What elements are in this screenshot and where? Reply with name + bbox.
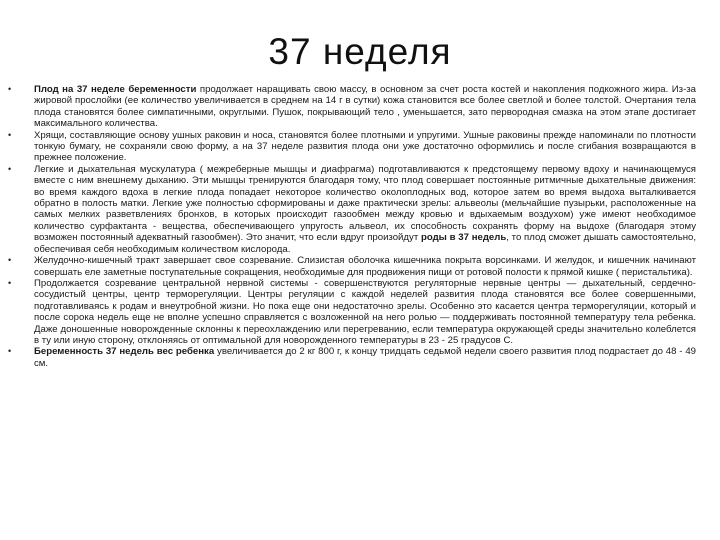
item-text: Продолжается созревание центральной нервной системы - совершенствуются регуляторные нервные центры — дыхательный, сердечно-сосудистый центры, центр терморегуляции. Центры регуляции с каждой неделей развития плода становятся все более совершенными, подготавливаясь к родам и внеутробной жизни. Но пока еще они недостаточно зрелы. Особенно это касается центра терморегуляции, который и после сорока недель еще не вполне успешно справляется с возложенной на него ролью — поддерживать постоянной температуру тела ребенка. Даже доношенные новорожденные склонны к переохлаждению или перегреванию, если температура окружающей среды значительно колеблется в ту или иную сторону, отклоняясь от оптимальной для новорожденного температуры в 23 - 25 градусов С. (34, 277, 696, 346)
item-text: Легкие и дыхательная мускулатура ( межреберные мышцы и диафрагма) подготавливаются к предстоящему первому вдоху и начинающемуся вместе с ним внешнему дыханию. Эти мышцы тренируются благодаря тому, что плод совершает постоянные ритмичные дыхательные движения: во время каждого вдоха в легкие плода попадает некоторое количество околоплодных вод, которое затем во время выдоха выталкивается обратно в полость матки. Легкие уже полностью сформированы и даже практически зрелы: альвеолы (мельчайшие пузырьки, расположенные на самых мелких разветвлениях бронхов, в которых происходит газообмен между кровью и вдыхаемым воздухом) уже имеют необходимое количество сурфактанта - вещества, обеспечивающего упругость альвеол, их способность сохранять форму на выдохе (благодаря этому возможен постоянный адекватный газообмен). Это значит, что если вдруг произойдут (34, 163, 696, 244)
list-item (8, 346, 696, 369)
bullet-icon: • (8, 163, 12, 174)
item-text: продолжает наращивать свою массу, в основном за счет роста костей и накопления подкожного жира. Из-за жировой прослойки (ее количество увеличивается в среднем на 14 г в сутки) кожа становится все более светлой и более толстой. Очертания тела плода становятся более симпатичными, округлыми. Пушок, покрывающий тело , уменьшается, зато первородная смазка на этом этапе достигает максимального количества. (34, 84, 697, 130)
item-bold-lead: Беременность 37 недель вес ребенка (34, 346, 215, 358)
list-item (8, 278, 696, 346)
item-text: , то плод сможет дышать самостоятельно, обеспечивая себя необходимым количеством кислорода. (34, 232, 696, 255)
bullet-icon: • (8, 84, 12, 94)
bullet-icon: • (8, 129, 12, 140)
list-item (8, 84, 696, 130)
slide-title: 37 неделя (268, 31, 452, 72)
list-item (8, 164, 696, 255)
item-bold-lead: Плод на 37 неделе беременности (34, 84, 197, 95)
list-item (8, 130, 696, 164)
item-bold-phrase: роды в 37 недель (420, 232, 507, 244)
bullet-icon: • (8, 277, 12, 288)
item-text: увеличивается до 2 кг 800 г, к концу тридцать седьмой недели своего развития плод подрастает до 48 - 49 см. (34, 346, 696, 369)
list-item (8, 255, 696, 278)
bullet-icon: • (8, 255, 12, 266)
bullet-list (8, 84, 696, 369)
bullet-icon: • (8, 346, 12, 357)
item-text: Хрящи, составляющие основу ушных раковин и носа, становятся более плотными и упругими. Ушные раковины прежде напоминали по плотности тонкую бумагу, не сохраняли свою форму, а на 37 неделе развития плода они уже достаточно оформились и после сгибания возвращаются в прежнее положение. (34, 129, 696, 164)
item-text: Желудочно-кишечный тракт завершает свое созревание. Слизистая оболочка кишечника покрыта ворсинками. И желудок, и кишечник начинают совершать еле заметные поступательные сокращения, необходимые для продвижения пищи от ротовой полости к прямой кишке ( перистальтика). (34, 255, 696, 278)
